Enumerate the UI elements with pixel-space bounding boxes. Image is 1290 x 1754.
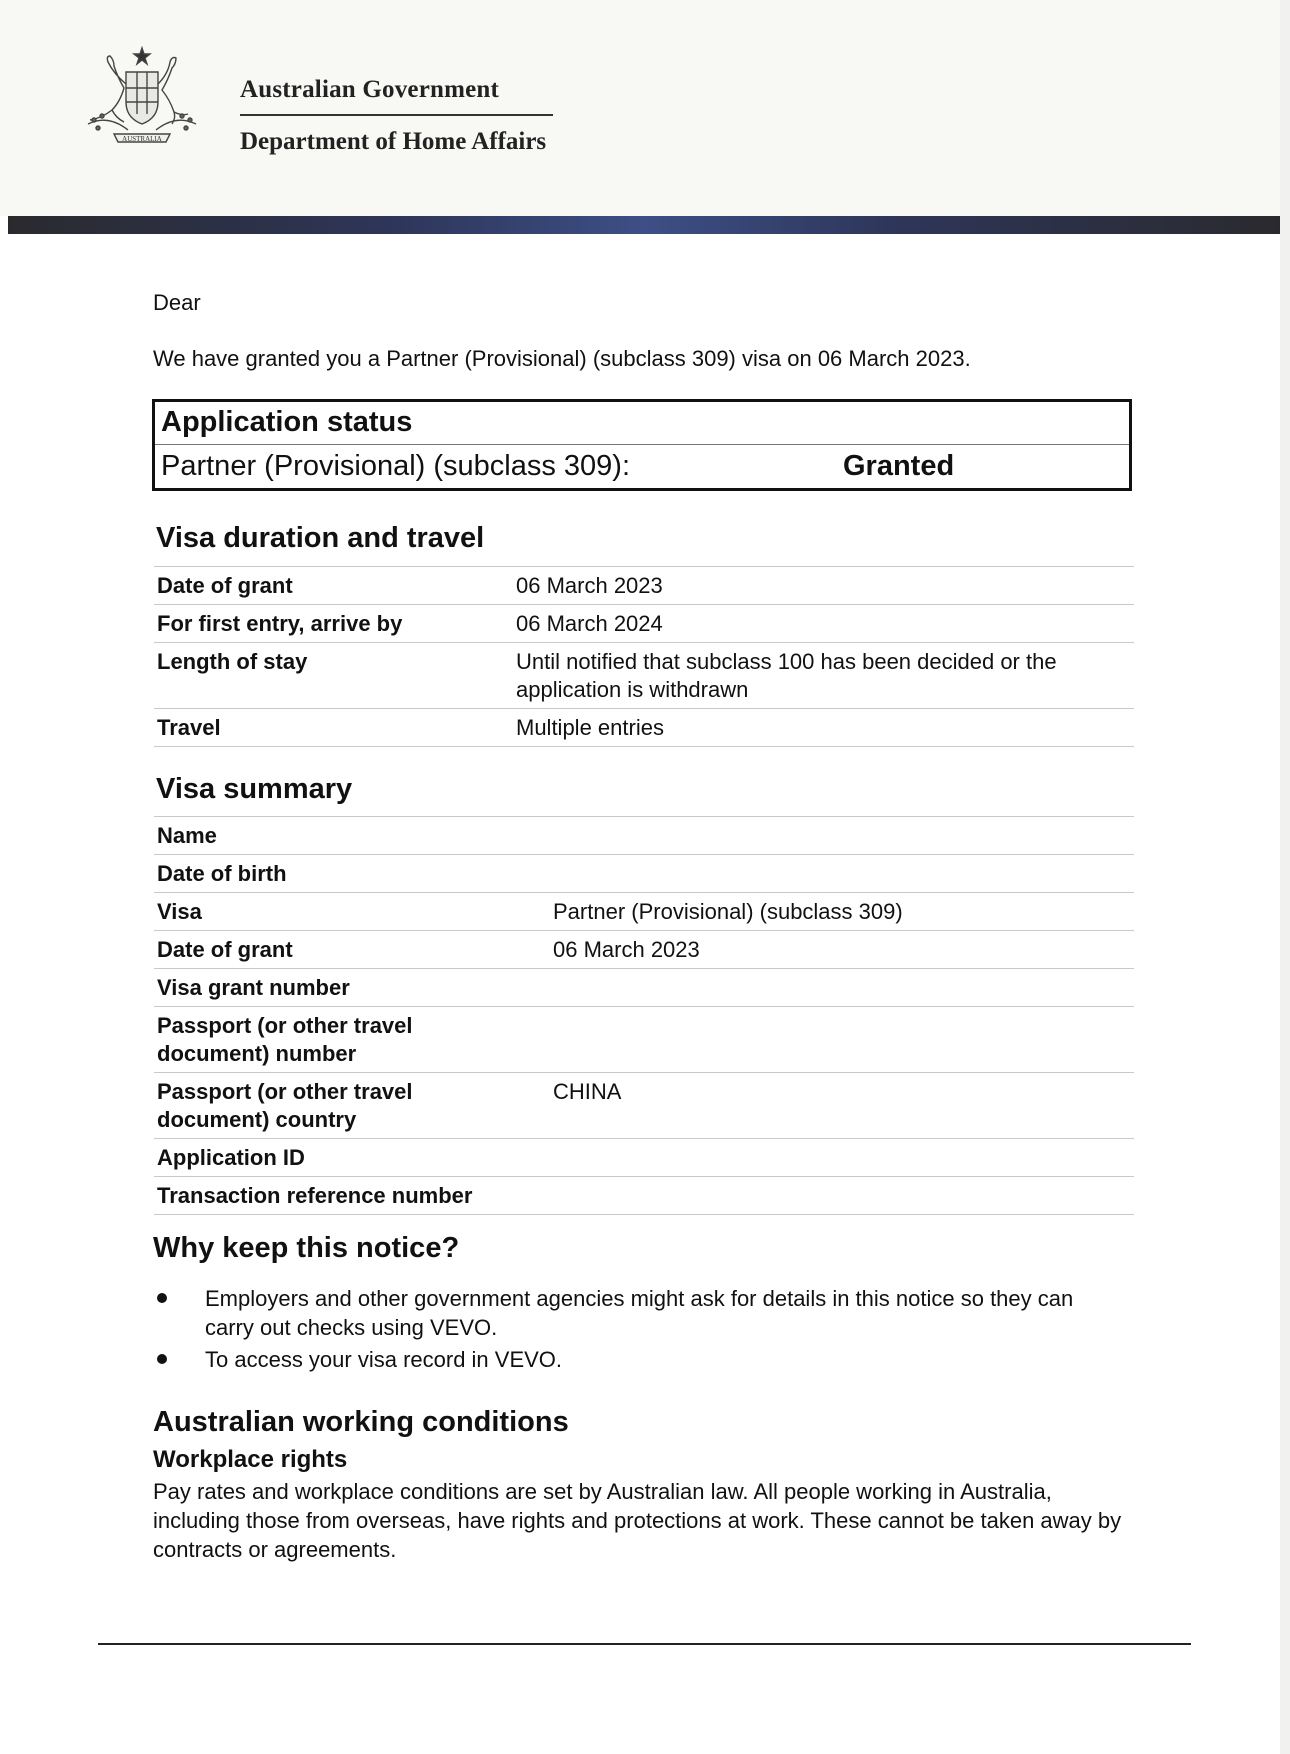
- row-value: CHINA: [550, 1073, 1134, 1139]
- section-title-duration: Visa duration and travel: [156, 522, 485, 554]
- coat-of-arms-icon: [78, 44, 206, 156]
- government-name: Australian Government: [240, 76, 500, 103]
- status-visa-label: Partner (Provisional) (subclass 309):: [161, 450, 631, 482]
- row-label: Length of stay: [154, 643, 513, 709]
- bullet-text: To access your visa record in VEVO.: [205, 1347, 563, 1372]
- bullet-icon: [157, 1293, 167, 1303]
- table-row: [154, 643, 1134, 709]
- table-row: [154, 931, 1134, 969]
- working-body: Pay rates and workplace conditions are set by Australian law. All people working in Australia, including those from overseas, have rights and protections at work. These cannot be taken away by contracts or agreements.: [153, 1479, 1122, 1562]
- row-value: [550, 969, 1134, 1007]
- application-status-box: [152, 399, 1132, 491]
- table-row: [154, 1007, 1134, 1073]
- agency-name: [240, 76, 553, 156]
- row-value: 06 March 2023: [513, 567, 1134, 605]
- section-title-summary: Visa summary: [156, 773, 353, 805]
- row-value: [550, 1007, 1134, 1073]
- row-value: [550, 855, 1134, 893]
- table-row: [154, 1073, 1134, 1139]
- status-divider: [155, 444, 1129, 445]
- crest-banner-text: AUSTRALIA: [122, 135, 162, 143]
- page-edge: [1280, 0, 1290, 1754]
- row-label: Passport (or other travel document) country: [154, 1073, 550, 1139]
- table-row: [154, 709, 1134, 747]
- department-name: Department of Home Affairs: [240, 128, 547, 155]
- row-value: [550, 1139, 1134, 1177]
- row-label: Visa: [154, 893, 550, 931]
- row-value: Partner (Provisional) (subclass 309): [550, 893, 1134, 931]
- table-row: [154, 567, 1134, 605]
- row-value: Until notified that subclass 100 has been decided or the application is withdrawn: [513, 643, 1134, 709]
- bullet-text: Employers and other government agencies might ask for details in this notice so they can carry out checks using VEVO.: [205, 1286, 1074, 1340]
- greeting: Dear: [153, 290, 201, 315]
- letterhead-rule: [240, 114, 553, 116]
- table-row: [154, 817, 1134, 855]
- why-bullet-list: [153, 1284, 1113, 1377]
- header-band: [8, 216, 1280, 234]
- row-label: Name: [154, 817, 550, 855]
- summary-table: [154, 816, 1134, 1215]
- row-label: Passport (or other travel document) number: [154, 1007, 550, 1073]
- row-label: Travel: [154, 709, 513, 747]
- section-title-working: Australian working conditions: [153, 1406, 569, 1438]
- row-label: For first entry, arrive by: [154, 605, 513, 643]
- row-label: Transaction reference number: [154, 1177, 550, 1215]
- table-row: [154, 1177, 1134, 1215]
- table-row: [154, 855, 1134, 893]
- row-value: [550, 817, 1134, 855]
- duration-table: [154, 566, 1134, 747]
- row-label: Date of grant: [154, 931, 550, 969]
- letterhead: [0, 0, 1290, 216]
- grant-intro: We have granted you a Partner (Provisional) (subclass 309) visa on 06 March 2023.: [153, 346, 971, 371]
- row-label: Application ID: [154, 1139, 550, 1177]
- row-value: Multiple entries: [513, 709, 1134, 747]
- table-row: [154, 605, 1134, 643]
- row-label: Date of grant: [154, 567, 513, 605]
- table-row: [154, 969, 1134, 1007]
- footer-rule: [98, 1643, 1191, 1645]
- working-subtitle: Workplace rights: [153, 1446, 348, 1473]
- section-title-why: Why keep this notice?: [153, 1232, 460, 1264]
- table-row: [154, 893, 1134, 931]
- row-value: [550, 1177, 1134, 1215]
- table-row: [154, 1139, 1134, 1177]
- row-label: Date of birth: [154, 855, 550, 893]
- list-item: [153, 1345, 1113, 1374]
- bullet-icon: [157, 1354, 167, 1364]
- status-value: Granted: [843, 450, 955, 482]
- row-value: 06 March 2024: [513, 605, 1134, 643]
- row-label: Visa grant number: [154, 969, 550, 1007]
- list-item: [153, 1284, 1113, 1342]
- status-title: Application status: [161, 406, 413, 438]
- row-value: 06 March 2023: [550, 931, 1134, 969]
